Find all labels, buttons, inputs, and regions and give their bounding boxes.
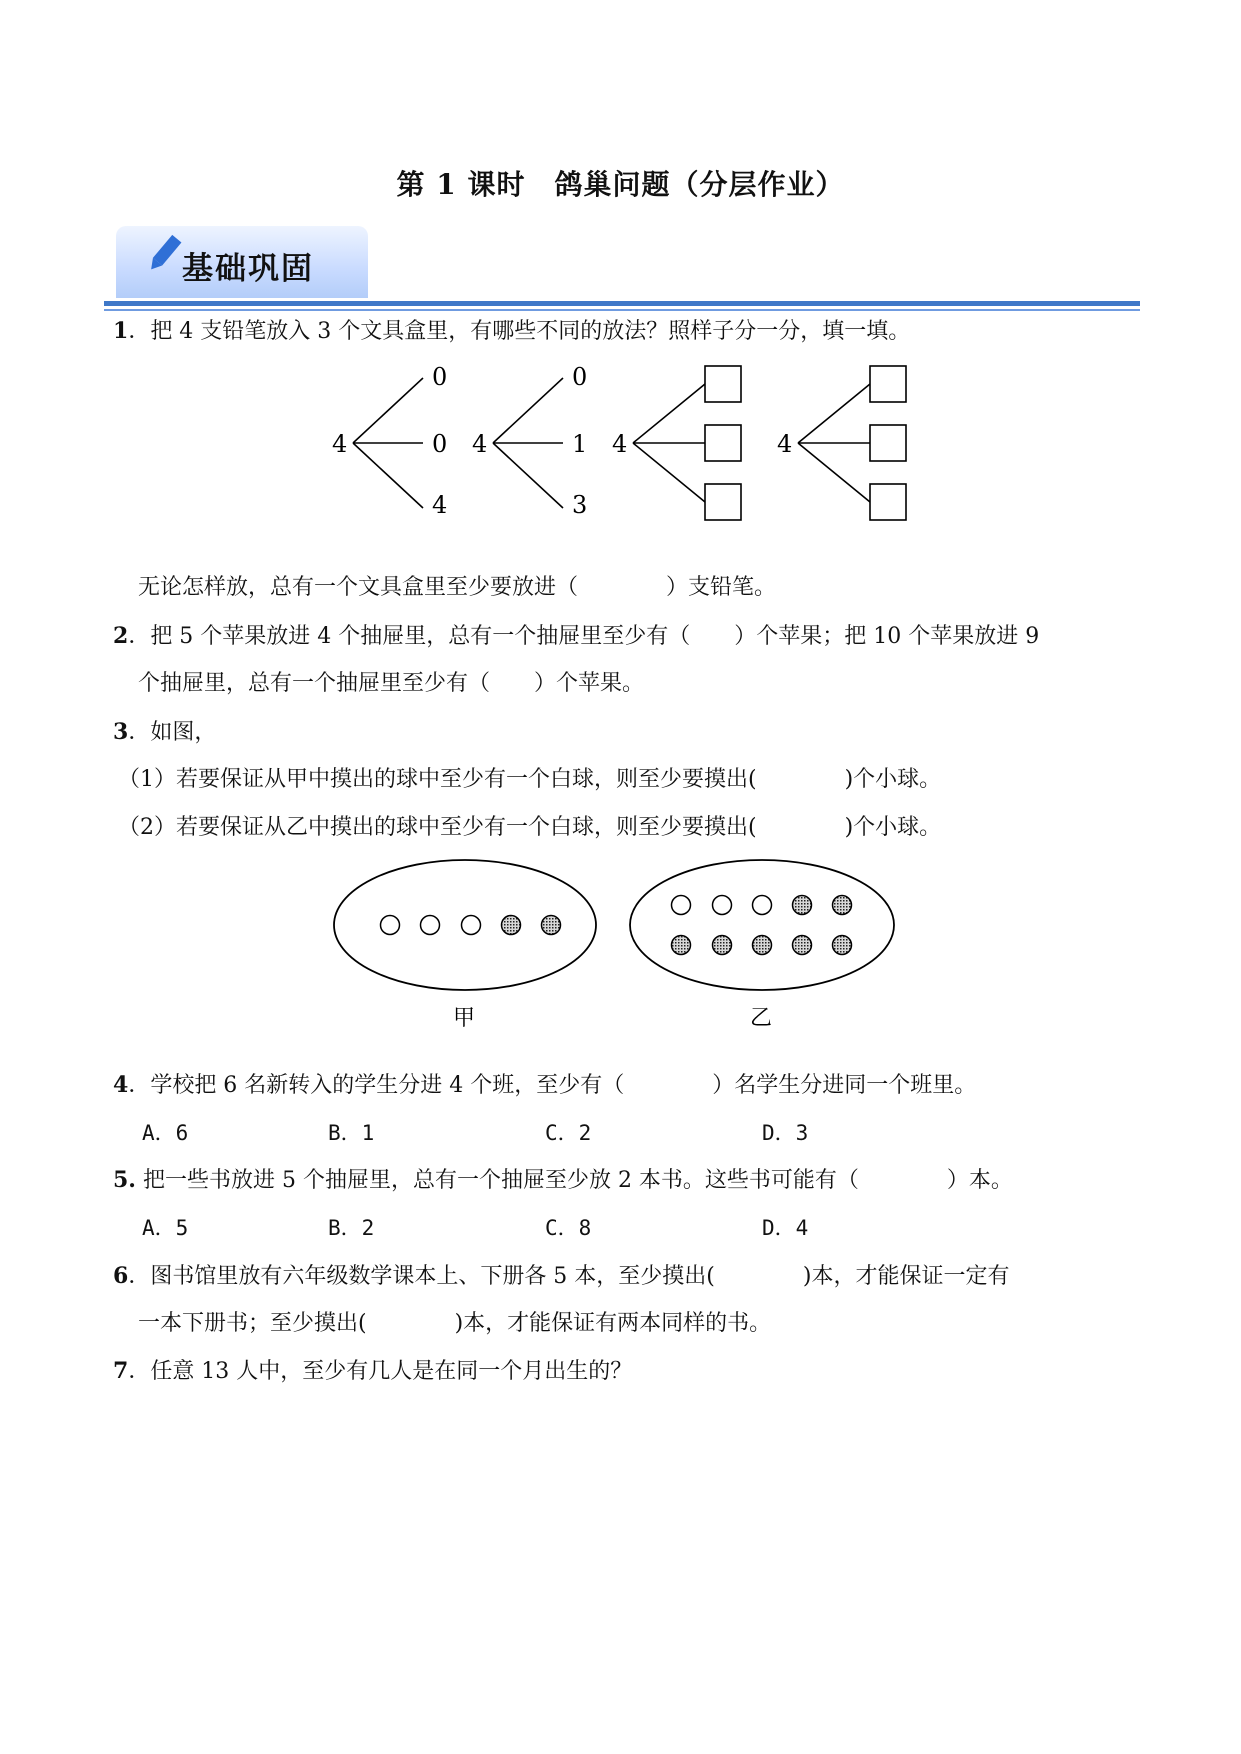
shaded-ball (672, 936, 691, 955)
shaded-ball (833, 936, 852, 955)
diagram-total: 4 (777, 430, 793, 458)
answer-box (705, 425, 741, 461)
question-number: 2 (113, 623, 129, 649)
shaded-ball (833, 896, 852, 915)
question-text: ．把 5 个苹果放进 4 个抽屉里，总有一个抽屉里至少有（ ）个苹果；把 10 个苹果放进 9 (128, 624, 1040, 649)
question-2-line2: 个抽屉里，总有一个抽屉里至少有（ ）个苹果。 (138, 671, 645, 696)
white-ball (672, 896, 691, 915)
question-text: 把一些书放进 5 个抽屉里，总有一个抽屉至少放 2 本书。这些书可能有（ ）本。 (135, 1168, 1013, 1193)
choice-a: A．6 (142, 1121, 189, 1145)
question-1 (113, 316, 910, 347)
shaded-ball (753, 936, 772, 955)
diagram-part: 4 (432, 491, 448, 519)
question-number: 3 (113, 719, 129, 745)
section-divider-thin (104, 309, 1140, 311)
question-6 (113, 1261, 1009, 1292)
diagram-part: 0 (432, 430, 448, 458)
diagram-total: 4 (612, 430, 628, 458)
white-ball (753, 896, 772, 915)
white-ball (381, 916, 400, 935)
bag-label: 乙 (750, 1006, 773, 1031)
diagram-part: 3 (572, 491, 588, 519)
question-7 (113, 1356, 632, 1387)
choice-b: B．1 (328, 1121, 375, 1145)
pencil-icon (146, 232, 182, 276)
diagram-part: 0 (432, 363, 448, 391)
question-6-line2: 一本下册书；至少摸出( )本，才能保证有两本同样的书。 (138, 1311, 772, 1336)
question-text: ．如图， (128, 720, 217, 745)
question-number: 1 (113, 318, 129, 344)
diagram-part: 1 (572, 430, 588, 458)
bag-label: 甲 (453, 1006, 476, 1031)
section-title: 基础巩固 (182, 251, 314, 287)
question-3 (113, 717, 216, 748)
bag-yi (630, 860, 894, 990)
answer-box (870, 366, 906, 402)
shaded-ball (713, 936, 732, 955)
white-ball (713, 896, 732, 915)
shaded-ball (502, 916, 521, 935)
section-divider (104, 301, 1140, 306)
diagram-total: 4 (332, 430, 348, 458)
question-number: 5. (113, 1167, 136, 1193)
answer-box (870, 484, 906, 520)
question-text: ．任意 13 人中，至少有几人是在同一个月出生的？ (128, 1359, 633, 1384)
shaded-ball (542, 916, 561, 935)
question-1-followup: 无论怎样放，总有一个文具盒里至少要放进（ ）支铅笔。 (138, 575, 777, 600)
shaded-ball (793, 896, 812, 915)
question-3-part-2: （2）若要保证从乙中摸出的球中至少有一个白球，则至少要摸出( )个小球。 (118, 815, 942, 840)
question-3-part-1: （1）若要保证从甲中摸出的球中至少有一个白球，则至少要摸出( )个小球。 (118, 767, 942, 792)
diagram-part: 0 (572, 363, 588, 391)
choice-d: D．3 (762, 1121, 809, 1145)
split-diagram (320, 355, 940, 530)
question-text: ．把 4 支铅笔放入 3 个文具盒里，有哪些不同的放法？照样子分一分，填一填。 (128, 319, 911, 344)
answer-box (705, 366, 741, 402)
white-ball (462, 916, 481, 935)
choice-d: D．4 (762, 1216, 809, 1240)
choice-a: A．5 (142, 1216, 189, 1240)
answer-box (870, 425, 906, 461)
choice-c: C．8 (545, 1216, 592, 1240)
choice-b: B．2 (328, 1216, 375, 1240)
question-number: 7 (113, 1358, 129, 1384)
question-number: 4 (113, 1072, 129, 1098)
shaded-ball (793, 936, 812, 955)
question-text: ．学校把 6 名新转入的学生分进 4 个班，至少有（ ）名学生分进同一个班里。 (128, 1073, 977, 1098)
ball-bags-figure (330, 855, 910, 1040)
page-title: 第 1 课时 鸽巢问题（分层作业） (396, 168, 845, 201)
question-2 (113, 621, 1039, 652)
question-text: ．图书馆里放有六年级数学课本上、下册各 5 本，至少摸出( )本，才能保证一定有 (128, 1264, 1010, 1289)
white-ball (421, 916, 440, 935)
diagram-total: 4 (472, 430, 488, 458)
question-number: 6 (113, 1263, 129, 1289)
question-4 (113, 1070, 976, 1101)
question-5 (113, 1165, 1013, 1196)
answer-box (705, 484, 741, 520)
choice-c: C．2 (545, 1121, 592, 1145)
